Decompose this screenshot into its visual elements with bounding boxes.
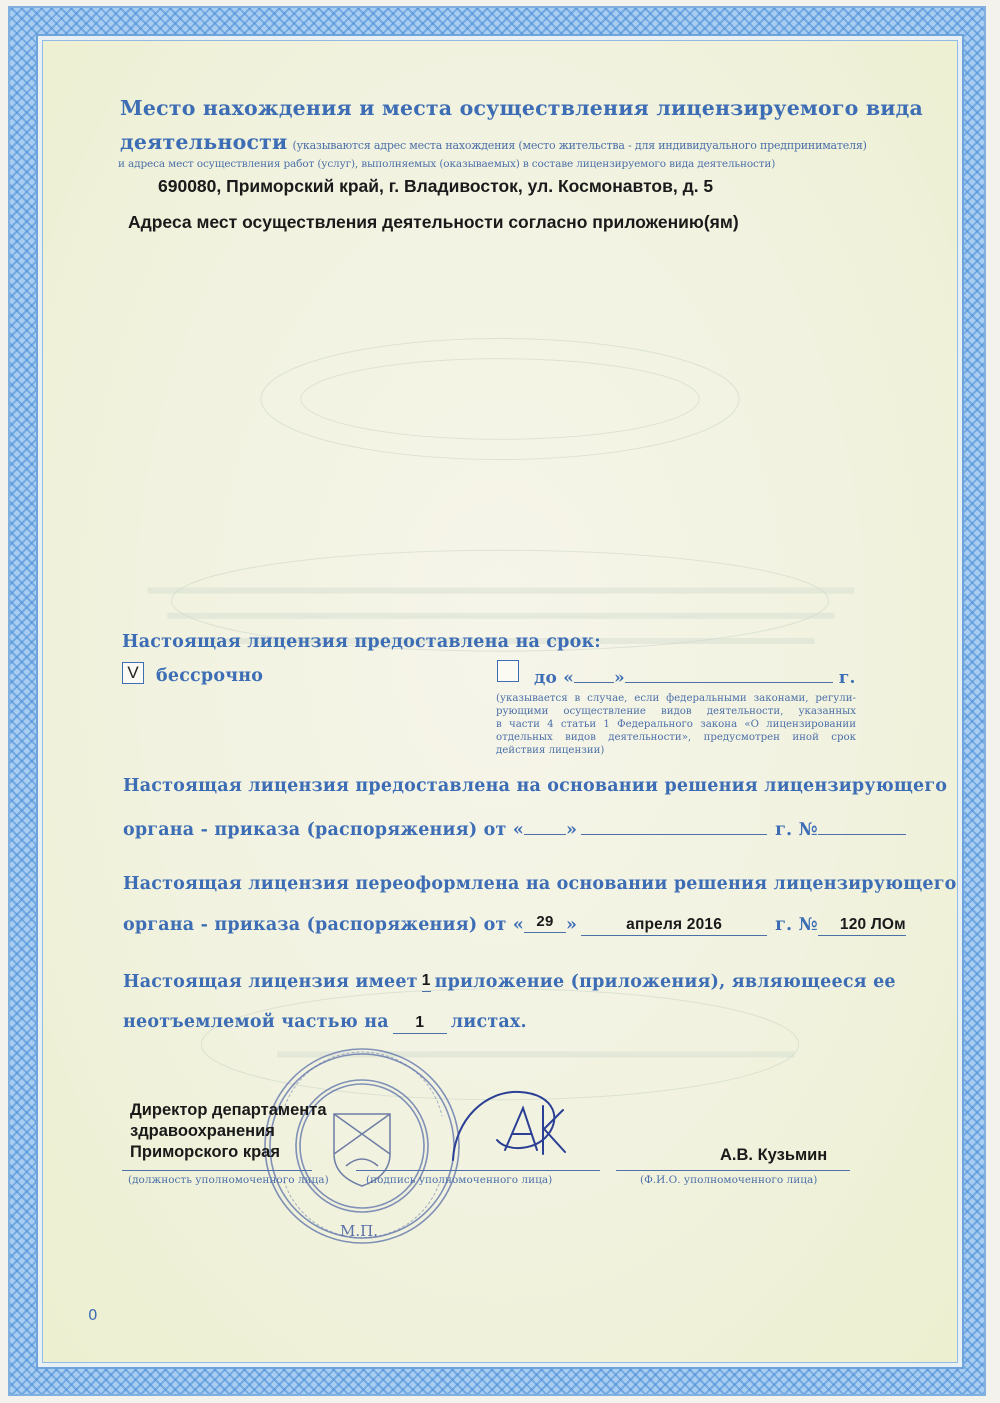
grant-line-1: Настоящая лицензия предоставлена на основании решения лицензирующего <box>123 776 948 796</box>
reissue-order-label: органа - приказа (распоряжения) от « <box>123 915 524 935</box>
reissue-line-1: Настоящая лицензия переоформлена на основании решения лицензирующего <box>123 874 957 894</box>
heading-note-2: и адреса мест осуществления работ (услуг), выполняемых (оказываемых) в составе лицензируемого вида деятельности) <box>118 158 776 170</box>
stamp-place-label: М.П. <box>340 1222 378 1240</box>
position-line-1: Директор департамента <box>130 1101 327 1119</box>
name-line <box>616 1170 850 1171</box>
until-date-checkbox <box>497 660 519 682</box>
term-note-line-5: действия лицензии) <box>496 745 605 756</box>
until-close-quote: » <box>614 668 625 688</box>
grant-day-blank <box>524 817 566 835</box>
heading-line-2 <box>120 130 865 154</box>
position-line-3: Приморского края <box>130 1143 280 1161</box>
reissue-close-quote: » <box>565 915 578 935</box>
until-year-suffix: г. <box>838 668 856 688</box>
appendix-line-2 <box>123 1012 527 1034</box>
grant-line-2 <box>123 817 855 840</box>
grant-number-label: г. № <box>775 820 818 840</box>
reissue-number-label: г. № <box>775 915 818 935</box>
reissue-line-2 <box>123 913 906 936</box>
term-footnote <box>496 692 856 757</box>
appendix-label: Настоящая лицензия имеет <box>123 972 418 992</box>
appendix-sheets-end: листах. <box>450 1012 527 1032</box>
signatory-name: А.В. Кузьмин <box>720 1146 828 1164</box>
until-month-blank <box>625 666 833 683</box>
checkbox-mark: V <box>127 663 139 682</box>
until-day-blank <box>574 666 614 683</box>
indefinite-checkbox <box>122 662 144 684</box>
reissue-order-number: 120 ЛОм <box>818 916 906 936</box>
signatory-position <box>130 1100 327 1163</box>
handwritten-signature <box>445 1080 585 1170</box>
appendix-line-1 <box>123 972 896 992</box>
appendix-count: 1 <box>422 972 431 992</box>
address-value: 690080, Приморский край, г. Владивосток, ул. Космонавтов, д. 5 <box>158 176 714 196</box>
signature-line <box>356 1170 600 1171</box>
until-label: до « <box>534 668 575 688</box>
caption-position: (должность уполномоченного лица) <box>128 1174 329 1186</box>
term-note-line-4: отдельных видов деятельности», предусмотрен иной срок <box>496 732 856 743</box>
appendix-sheets-label: неотъемлемой частью на <box>123 1012 389 1032</box>
term-note-line-2: рующими осуществление видов деятельности, указанных <box>496 706 856 717</box>
indefinite-label: бессрочно <box>156 666 264 686</box>
grant-month-blank <box>581 817 767 835</box>
heading-line-1: Место нахождения и места осуществления лицензируемого вида <box>120 96 924 120</box>
caption-name: (Ф.И.О. уполномоченного лица) <box>640 1174 818 1186</box>
grant-close-quote: » <box>565 820 578 840</box>
heading-note-1: (указываются адрес места нахождения (место жительства - для индивидуального предпринимателя) <box>292 139 867 152</box>
grant-order-label: органа - приказа (распоряжения) от « <box>123 820 524 840</box>
term-heading: Настоящая лицензия предоставлена на срок: <box>122 632 601 652</box>
reissue-month-year: апреля 2016 <box>581 916 767 936</box>
activity-places-note: Адреса мест осуществления деятельности согласно приложению(ям) <box>128 212 739 232</box>
position-line-2: здравоохранения <box>130 1122 275 1140</box>
appendix-label-end: приложение (приложения), являющееся ее <box>434 972 896 992</box>
reissue-day: 29 <box>524 913 566 933</box>
heading-activity-word: деятельности <box>120 130 288 154</box>
term-note-line-1: (указывается в случае, если федеральными законами, регули- <box>496 693 856 704</box>
until-date-field <box>534 666 856 688</box>
appendix-sheets-count: 1 <box>393 1014 447 1034</box>
grant-number-blank <box>818 817 906 835</box>
term-note-line-3: в части 4 статьи 1 Федерального закона «О лицензировании <box>496 719 856 730</box>
caption-signature: (подпись уполномоченного лица) <box>366 1174 553 1186</box>
form-mark: 0 <box>88 1306 98 1324</box>
position-line <box>122 1170 312 1171</box>
